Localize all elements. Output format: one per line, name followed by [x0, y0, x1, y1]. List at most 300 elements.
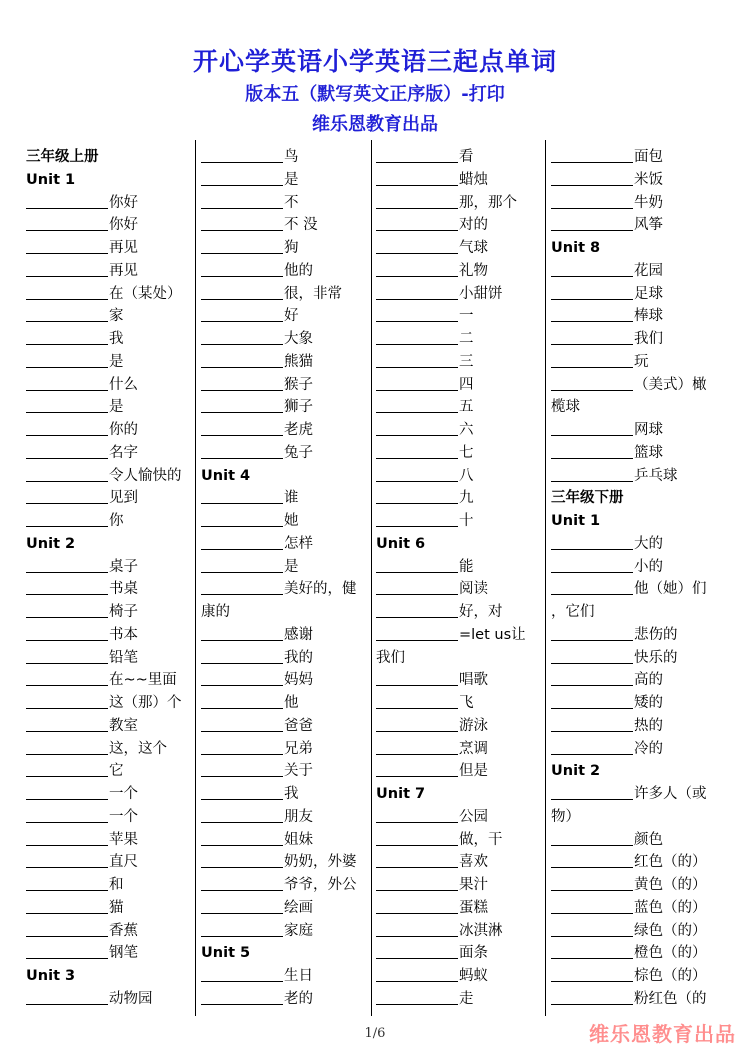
vocab-entry	[26, 487, 196, 510]
chinese-meaning: 悲伤的	[634, 626, 678, 643]
chinese-meaning: 黄色（的）	[634, 877, 707, 893]
answer-blank	[551, 785, 633, 800]
vocab-entry	[551, 647, 721, 670]
vocab-entry	[26, 419, 196, 442]
answer-blank	[26, 671, 108, 686]
chinese-meaning: （美式）橄	[634, 376, 707, 393]
chinese-meaning: 怎样	[284, 535, 313, 552]
vocab-entry	[551, 692, 721, 715]
answer-blank	[26, 376, 108, 391]
vocab-entry	[376, 146, 546, 169]
chinese-meaning: 香蕉	[109, 922, 138, 939]
chinese-meaning: 美好的，健	[284, 581, 357, 598]
chinese-meaning: 红色（的）	[634, 854, 707, 871]
chinese-meaning: 在（某处）	[109, 285, 182, 302]
chinese-meaning: 能	[459, 558, 474, 575]
answer-blank	[551, 649, 633, 664]
answer-blank	[551, 944, 633, 959]
answer-blank	[551, 899, 633, 914]
vocab-entry	[551, 374, 721, 397]
vocab-entry	[201, 692, 371, 715]
answer-blank	[551, 262, 633, 277]
chinese-meaning: 高的	[634, 672, 663, 689]
answer-blank	[376, 967, 458, 982]
vocab-entry	[26, 328, 196, 351]
vocab-entry	[376, 965, 546, 988]
vocab-entry	[551, 897, 721, 920]
vocab-entry	[26, 692, 196, 715]
vocab-entry	[26, 601, 196, 624]
vocab-entry	[26, 647, 196, 670]
vocab-entry	[551, 465, 721, 488]
vocab-entry	[201, 192, 371, 215]
vocab-entry	[26, 920, 196, 943]
chinese-meaning: 鸟	[284, 149, 299, 165]
answer-blank	[201, 785, 283, 800]
chinese-meaning: 花园	[634, 262, 663, 279]
chinese-meaning: 我的	[284, 649, 313, 666]
vocab-entry	[551, 556, 721, 579]
chinese-meaning: 是	[284, 558, 299, 575]
chinese-meaning: 做，干	[459, 831, 503, 848]
chinese-meaning: 篮球	[634, 444, 663, 461]
chinese-meaning: 粉红色（的	[634, 990, 707, 1007]
answer-blank	[551, 535, 633, 550]
section-heading: Unit 1	[26, 171, 76, 188]
chinese-meaning: 她	[284, 513, 299, 529]
answer-blank	[551, 444, 633, 459]
answer-blank	[376, 671, 458, 686]
chinese-meaning: 矮的	[634, 695, 663, 711]
vocab-entry	[551, 351, 721, 374]
vocab-entry	[376, 442, 546, 465]
answer-blank	[551, 990, 633, 1005]
chinese-meaning: 一	[459, 308, 474, 325]
chinese-meaning: 游泳	[459, 717, 488, 734]
vocab-entry	[26, 214, 196, 237]
vocab-entry	[201, 669, 371, 692]
page-number: 1/6	[364, 1026, 386, 1041]
chinese-meaning: 走	[459, 990, 474, 1007]
answer-blank	[201, 762, 283, 777]
vocab-entry	[376, 351, 546, 374]
chinese-meaning: 书本	[109, 626, 138, 643]
chinese-meaning: 蛋糕	[459, 899, 488, 916]
chinese-meaning: 牛奶	[634, 194, 663, 211]
vocab-entry	[201, 760, 371, 783]
answer-blank	[201, 376, 283, 391]
answer-blank	[201, 307, 283, 322]
answer-blank	[201, 694, 283, 709]
answer-blank	[201, 489, 283, 504]
vocab-entry	[26, 260, 196, 283]
chinese-meaning: 你好	[109, 217, 138, 234]
vocab-entry	[26, 396, 196, 419]
chinese-meaning: 但是	[459, 763, 488, 780]
vocab-entry	[26, 192, 196, 215]
answer-blank	[26, 307, 108, 322]
watermark-logo: 维乐恩教育出品	[589, 1022, 736, 1046]
chinese-meaning: 蚂蚁	[459, 968, 488, 984]
chinese-meaning: 绘画	[284, 899, 313, 916]
section-heading: Unit 7	[376, 786, 426, 802]
vocab-entry	[551, 920, 721, 943]
section-heading: Unit 2	[26, 535, 76, 552]
vocab-entry	[26, 874, 196, 897]
vocab-entry	[26, 374, 196, 397]
vocab-entry	[376, 601, 546, 624]
answer-blank	[376, 421, 458, 436]
answer-blank	[376, 285, 458, 300]
answer-blank	[376, 762, 458, 777]
chinese-meaning: 爸爸	[284, 717, 313, 734]
answer-blank	[201, 421, 283, 436]
vocab-entry	[376, 578, 546, 601]
answer-blank	[26, 626, 108, 641]
chinese-meaning: 苹果	[109, 831, 138, 848]
chinese-meaning: 你好	[109, 194, 138, 211]
chinese-meaning: 生日	[284, 968, 313, 984]
chinese-meaning: 大象	[284, 331, 313, 347]
vocab-entry	[376, 214, 546, 237]
vocab-entry	[26, 351, 196, 374]
vocab-entry	[26, 760, 196, 783]
vocab-entry	[376, 396, 546, 419]
chinese-meaning: 蓝色（的）	[634, 899, 707, 916]
chinese-meaning: 我	[284, 786, 299, 802]
answer-blank	[201, 398, 283, 413]
chinese-meaning: 再见	[109, 262, 138, 279]
chinese-meaning: 三	[459, 353, 474, 370]
answer-blank	[201, 967, 283, 982]
answer-blank	[26, 353, 108, 368]
chinese-meaning: 直尺	[109, 854, 138, 871]
answer-blank	[26, 831, 108, 846]
answer-blank	[551, 853, 633, 868]
vocab-entry	[201, 351, 371, 374]
answer-blank	[551, 376, 633, 391]
answer-blank	[201, 831, 283, 846]
answer-blank	[551, 171, 633, 186]
vocab-entry	[376, 328, 546, 351]
answer-blank	[201, 671, 283, 686]
vocab-entry	[26, 578, 196, 601]
meaning-continuation: 我们	[376, 649, 405, 666]
answer-blank	[376, 353, 458, 368]
vocab-entry	[551, 260, 721, 283]
answer-blank	[26, 398, 108, 413]
chinese-meaning: 一个	[109, 786, 138, 802]
chinese-meaning: 猴子	[284, 376, 313, 393]
chinese-meaning: 这（那）个	[109, 695, 182, 711]
vocab-entry	[201, 578, 371, 601]
vocab-entry	[376, 487, 546, 510]
chinese-meaning: 是	[109, 353, 124, 370]
chinese-meaning: 喜欢	[459, 854, 488, 871]
answer-blank	[551, 740, 633, 755]
vocab-entry	[26, 237, 196, 260]
chinese-meaning: 七	[459, 444, 474, 461]
chinese-meaning: 唱歌	[459, 672, 488, 689]
answer-blank	[376, 194, 458, 209]
answer-blank	[376, 922, 458, 937]
answer-blank	[551, 467, 633, 482]
vocab-entry	[376, 305, 546, 328]
chinese-meaning: 是	[109, 399, 124, 416]
answer-blank	[376, 603, 458, 618]
vocab-entry	[551, 988, 721, 1011]
vocab-entry	[376, 624, 546, 647]
chinese-meaning: 铅笔	[109, 649, 138, 666]
vocab-entry	[201, 510, 371, 533]
vocab-entry	[551, 283, 721, 306]
answer-blank	[376, 467, 458, 482]
answer-blank	[201, 899, 283, 914]
answer-blank	[201, 262, 283, 277]
answer-blank	[376, 558, 458, 573]
answer-blank	[201, 740, 283, 755]
answer-blank	[376, 717, 458, 732]
chinese-meaning: 我们	[634, 331, 663, 347]
answer-blank	[551, 330, 633, 345]
answer-blank	[551, 285, 633, 300]
vocab-entry	[26, 738, 196, 761]
chinese-meaning: 他的	[284, 262, 313, 279]
chinese-meaning: 蜡烛	[459, 171, 488, 188]
vocab-entry	[26, 715, 196, 738]
vocab-entry	[376, 988, 546, 1011]
chinese-meaning: 许多人（或	[634, 786, 707, 802]
chinese-meaning: 好	[284, 308, 299, 325]
vocab-entry	[201, 305, 371, 328]
chinese-meaning: 家庭	[284, 922, 313, 939]
chinese-meaning: 礼物	[459, 262, 488, 279]
answer-blank	[26, 262, 108, 277]
answer-blank	[26, 216, 108, 231]
section-heading: Unit 2	[551, 763, 601, 780]
vocab-entry	[376, 169, 546, 192]
answer-blank	[376, 808, 458, 823]
chinese-meaning: 它	[109, 763, 124, 780]
vocab-entry	[376, 419, 546, 442]
vocab-entry	[201, 328, 371, 351]
chinese-meaning: 棒球	[634, 308, 663, 325]
vocab-entry	[376, 942, 546, 965]
answer-blank	[376, 148, 458, 163]
chinese-meaning: 和	[109, 877, 124, 893]
chinese-meaning: 钢笔	[109, 945, 138, 962]
answer-blank	[26, 421, 108, 436]
chinese-meaning: 他（她）们	[634, 581, 707, 598]
answer-blank	[201, 353, 283, 368]
section-heading: Unit 8	[551, 240, 601, 256]
chinese-meaning: 冰淇淋	[459, 922, 503, 939]
answer-blank	[26, 580, 108, 595]
answer-blank	[376, 580, 458, 595]
chinese-meaning: 你	[109, 513, 124, 529]
answer-blank	[26, 512, 108, 527]
answer-blank	[551, 148, 633, 163]
answer-blank	[376, 330, 458, 345]
vocab-entry	[201, 624, 371, 647]
vocab-entry	[26, 669, 196, 692]
answer-blank	[201, 580, 283, 595]
chinese-meaning: 猫	[109, 899, 124, 916]
vocab-entry	[201, 442, 371, 465]
chinese-meaning: 老虎	[284, 422, 313, 438]
chinese-meaning: 教室	[109, 717, 138, 734]
answer-blank	[551, 626, 633, 641]
chinese-meaning: 见到	[109, 490, 138, 507]
answer-blank	[376, 444, 458, 459]
answer-blank	[201, 330, 283, 345]
answer-blank	[376, 376, 458, 391]
vocab-entry	[376, 851, 546, 874]
answer-blank	[551, 876, 633, 891]
vocab-entry	[551, 829, 721, 852]
vocab-entry	[551, 738, 721, 761]
answer-blank	[26, 853, 108, 868]
chinese-meaning: 面包	[634, 149, 663, 165]
vocab-entry	[201, 715, 371, 738]
chinese-meaning: 老的	[284, 990, 313, 1007]
answer-blank	[551, 421, 633, 436]
vocab-entry	[201, 487, 371, 510]
chinese-meaning: 那，那个	[459, 194, 517, 211]
answer-blank	[201, 717, 283, 732]
answer-blank	[376, 876, 458, 891]
vocab-entry	[551, 419, 721, 442]
vocab-entry	[201, 396, 371, 419]
chinese-meaning: 米饭	[634, 171, 663, 188]
chinese-meaning: 狗	[284, 240, 299, 256]
answer-blank	[201, 922, 283, 937]
chinese-meaning: 橙色（的）	[634, 945, 707, 962]
vocab-entry	[26, 556, 196, 579]
vocab-entry	[201, 533, 371, 556]
chinese-meaning: 不	[284, 194, 299, 211]
word-column-2	[201, 146, 371, 1011]
answer-blank	[376, 262, 458, 277]
answer-blank	[551, 694, 633, 709]
vocab-entry	[376, 715, 546, 738]
answer-blank	[26, 694, 108, 709]
answer-blank	[551, 671, 633, 686]
answer-blank	[551, 194, 633, 209]
chinese-meaning: 关于	[284, 763, 313, 780]
vocab-entry	[201, 965, 371, 988]
vocab-entry	[201, 374, 371, 397]
vocab-entry	[201, 851, 371, 874]
chinese-meaning: 不 没	[284, 217, 318, 234]
answer-blank	[201, 808, 283, 823]
chinese-meaning: 感谢	[284, 626, 313, 643]
answer-blank	[201, 626, 283, 641]
answer-blank	[26, 649, 108, 664]
chinese-meaning: 快乐的	[634, 649, 678, 666]
word-column-3	[376, 146, 546, 1011]
answer-blank	[201, 171, 283, 186]
answer-blank	[26, 558, 108, 573]
chinese-meaning: 一个	[109, 808, 138, 825]
chinese-meaning: 小甜饼	[459, 285, 503, 302]
chinese-meaning: 网球	[634, 422, 663, 438]
vocab-entry	[201, 806, 371, 829]
answer-blank	[551, 580, 633, 595]
answer-blank	[201, 876, 283, 891]
chinese-meaning: 足球	[634, 285, 663, 302]
answer-blank	[376, 626, 458, 641]
document-subtitle: 版本五（默写英文正序版）-打印	[245, 84, 505, 105]
answer-blank	[551, 353, 633, 368]
chinese-meaning: 椅子	[109, 604, 138, 620]
answer-blank	[26, 876, 108, 891]
vocab-entry	[26, 305, 196, 328]
vocab-entry	[551, 942, 721, 965]
chinese-meaning: 五	[459, 399, 474, 416]
vocab-entry	[26, 897, 196, 920]
chinese-meaning: 乒乓球	[634, 467, 678, 484]
answer-blank	[376, 831, 458, 846]
answer-blank	[26, 922, 108, 937]
answer-blank	[376, 398, 458, 413]
vocab-entry	[551, 305, 721, 328]
vocab-entry	[26, 510, 196, 533]
vocab-entry	[201, 897, 371, 920]
vocab-entry	[201, 556, 371, 579]
vocab-entry	[26, 442, 196, 465]
answer-blank	[201, 512, 283, 527]
answer-blank	[26, 944, 108, 959]
answer-blank	[376, 512, 458, 527]
vocab-entry	[26, 851, 196, 874]
answer-blank	[201, 444, 283, 459]
answer-blank	[26, 467, 108, 482]
vocab-entry	[26, 783, 196, 806]
chinese-meaning: 在~~里面	[109, 672, 177, 689]
answer-blank	[26, 990, 108, 1005]
vocab-entry	[376, 669, 546, 692]
meaning-continuation: ，它们	[551, 604, 595, 620]
answer-blank	[26, 239, 108, 254]
answer-blank	[376, 239, 458, 254]
section-heading: Unit 3	[26, 968, 76, 984]
answer-blank	[26, 330, 108, 345]
chinese-meaning: 好，对	[459, 604, 503, 620]
answer-blank	[201, 535, 283, 550]
vocab-entry	[376, 260, 546, 283]
chinese-meaning: 你的	[109, 422, 138, 438]
chinese-meaning: 看	[459, 149, 474, 165]
vocab-entry	[26, 465, 196, 488]
chinese-meaning: 烹调	[459, 740, 488, 757]
answer-blank	[376, 307, 458, 322]
section-heading: Unit 1	[551, 513, 601, 529]
chinese-meaning: 是	[284, 171, 299, 188]
chinese-meaning: 玩	[634, 353, 649, 370]
vocab-entry	[26, 806, 196, 829]
answer-blank	[26, 762, 108, 777]
column-divider	[371, 140, 372, 1016]
vocab-entry	[376, 829, 546, 852]
vocab-entry	[376, 738, 546, 761]
vocab-entry	[551, 214, 721, 237]
vocab-entry	[376, 283, 546, 306]
answer-blank	[26, 444, 108, 459]
chinese-meaning: 妈妈	[284, 672, 313, 689]
vocab-entry	[376, 237, 546, 260]
vocab-entry	[376, 874, 546, 897]
